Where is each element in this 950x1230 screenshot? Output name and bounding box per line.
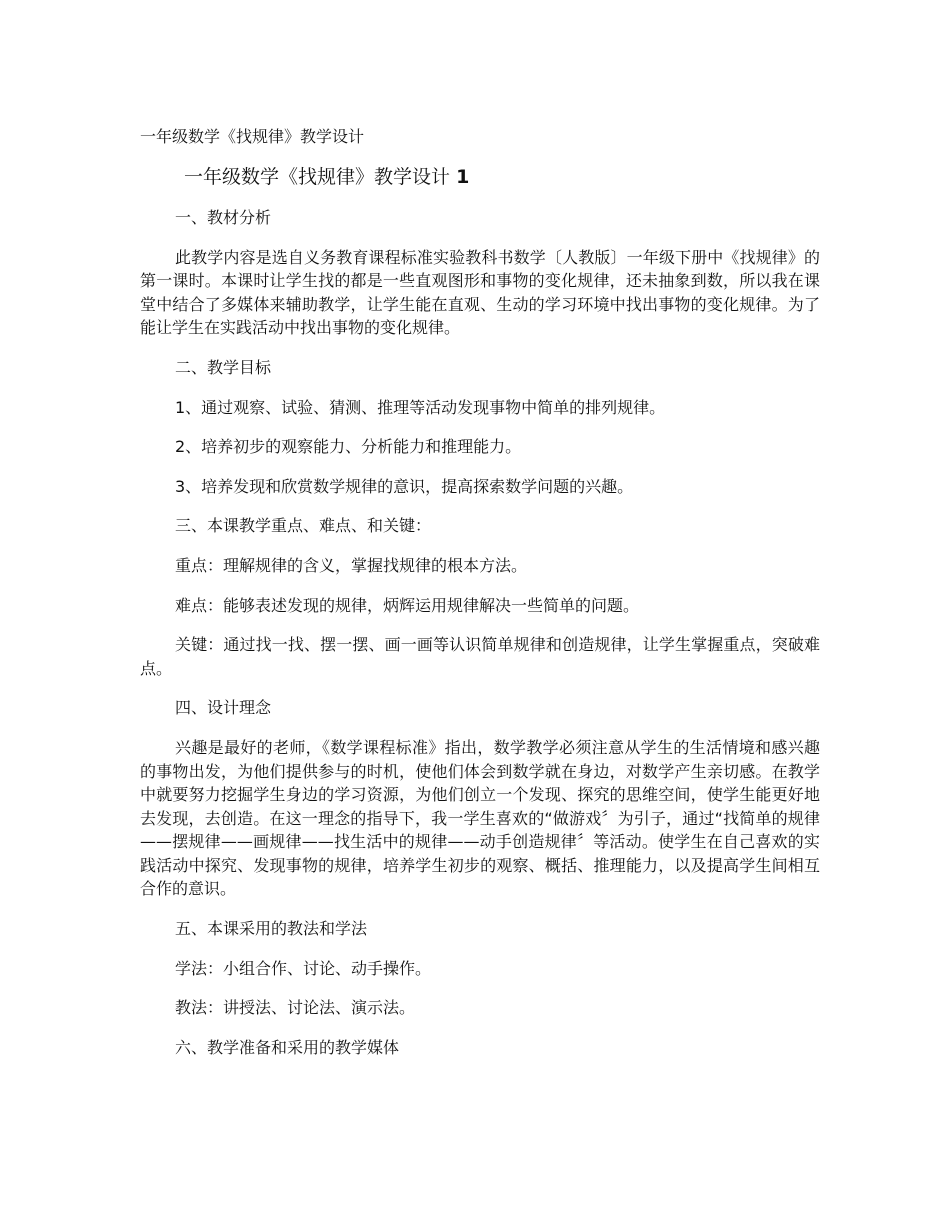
section-number: 1 bbox=[456, 166, 470, 188]
key-point-key: 关键：通过找一找、摆一摆、画一画等认识简单规律和创造规律，让学生掌握重点，突破难点。 bbox=[140, 635, 820, 678]
heading-key-points: 三、本课教学重点、难点、和关键： bbox=[175, 516, 432, 536]
goal-item-2: 2、培养初步的观察能力、分析能力和推理能力。 bbox=[175, 437, 522, 457]
key-point-focus: 重点：理解规律的含义，掌握找规律的根本方法。 bbox=[175, 555, 528, 575]
method-learning: 学法：小组合作、讨论、动手操作。 bbox=[175, 958, 432, 978]
paragraph-design-concept: 兴趣是最好的老师，《数学课程标准》指出，数学教学必须注意从学生的生活情境和感兴趣的事物出发，为他们提供参与的时机，使他们体会到数学就在身边，对数学产生亲切感。在教学中就要努力挖掘学生身边的学习资源，为他们创立一个发现、探究的思维空间，使学生能更好地去发现，去创造。在这一理念的指导下，我一学生喜欢的“做游戏〞为引子，通过“找简单的规律——摆规律——画规律——找生活中的规律——动手创造规律〞等活动。使学生在自己喜欢的实践活动中探究、发现事物的规律，培养学生初步的观察、概括、推理能力，以及提高学生间相互合作的意识。 bbox=[140, 737, 820, 899]
document-body bbox=[140, 164, 820, 1075]
heading-methods: 五、本课采用的教法和学法 bbox=[175, 919, 368, 939]
section-title-text: 一年级数学《找规律》教学设计 bbox=[184, 166, 451, 188]
key-point-difficulty: 难点：能够表述发现的规律，炳辉运用规律解决一些简单的问题。 bbox=[175, 595, 640, 615]
section-title bbox=[140, 164, 820, 190]
heading-teaching-goals: 二、教学目标 bbox=[175, 357, 272, 377]
heading-textbook-analysis: 一、教材分析 bbox=[175, 208, 272, 227]
goal-item-3: 3、培养发现和欣赏数学规律的意识，提高探索数学问题的兴趣。 bbox=[175, 476, 634, 496]
heading-preparation: 六、教学准备和采用的教学媒体 bbox=[175, 1037, 400, 1057]
document-header-title: 一年级数学《找规律》教学设计 bbox=[140, 127, 365, 146]
goal-item-1: 1、通过观察、试验、猜测、推理等活动发现事物中简单的排列规律。 bbox=[175, 397, 666, 417]
method-teaching: 教法：讲授法、讨论法、演示法。 bbox=[175, 998, 416, 1018]
heading-design-concept: 四、设计理念 bbox=[175, 698, 272, 718]
paragraph-textbook-analysis: 此教学内容是选自义务教育课程标准实验教科书数学〔人教版〕一年级下册中《找规律》的第一课时。本课时让学生找的都是一些直观图形和事物的变化规律，还未抽象到数，所以我在课堂中结合了多媒体来辅助教学，让学生能在直观、生动的学习环境中找出事物的变化规律。为了能让学生在实践活动中找出事物的变化规律。 bbox=[140, 247, 820, 338]
